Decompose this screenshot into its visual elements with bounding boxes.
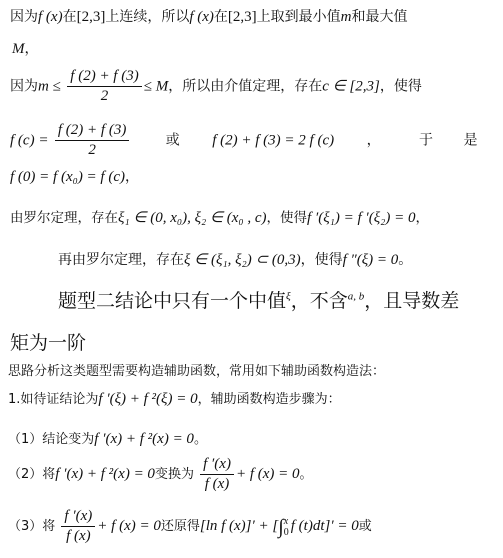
fraction-numerator: f ′(x) <box>61 508 95 527</box>
text: ， <box>415 210 429 226</box>
fraction <box>200 456 234 493</box>
text: 因为 <box>10 9 38 25</box>
math: f ′(ξ) + f ²(ξ) = 0 <box>98 391 198 407</box>
math: + f (x) = 0 <box>235 466 300 482</box>
text: 变换为 <box>154 467 194 482</box>
text: 和最大值 <box>351 9 408 25</box>
text: 还原得 <box>160 519 200 534</box>
text: 上连续，所以 <box>105 9 190 25</box>
math-xi: ξ <box>286 290 291 303</box>
fraction-numerator: f ′(x) <box>200 456 234 475</box>
fraction <box>61 508 95 545</box>
text: 。 <box>398 252 413 268</box>
math-M: M <box>12 41 25 57</box>
heading-text: 矩为一阶 <box>10 332 87 354</box>
math: f (2) + f (3) = 2 f (c) <box>212 132 335 149</box>
text: 由罗尔定理，存在 <box>10 210 118 226</box>
text: ，使得 <box>266 210 308 226</box>
math: c ∈ [2,3] <box>322 78 380 95</box>
math: ξ ∈ (ξ₁, ξ₂) ⊂ (0,3) <box>184 252 301 268</box>
math-ab: a, b <box>347 290 365 303</box>
heading-text: ，且导数差 <box>364 290 460 312</box>
math-interval: [2,3] <box>227 9 257 25</box>
integral-sign: ∫ <box>278 516 284 538</box>
text: （2）将 <box>8 467 56 482</box>
integral-upper: x <box>283 515 289 527</box>
text: 思路分析这类题型需要构造辅助函数，常用如下辅助函数构造法： <box>8 364 386 379</box>
fraction-denominator: 2 <box>88 142 96 158</box>
text: 在 <box>213 9 228 25</box>
text: ， <box>366 132 381 149</box>
math-m: m <box>340 9 352 25</box>
heading-text: ，不含 <box>290 290 348 312</box>
method-step1 <box>8 428 207 448</box>
text: 。 <box>193 432 207 447</box>
fraction <box>67 68 141 105</box>
text: ，使得 <box>379 78 422 95</box>
text: 于 <box>419 132 434 149</box>
math: f ′(ξ₁) = f ′(ξ₂) = 0 <box>307 210 416 226</box>
math: f ″(ξ) = 0 <box>342 252 399 268</box>
math: m ≤ <box>38 78 61 95</box>
math-fx: f (x) <box>38 9 63 25</box>
text: （3）将 <box>8 519 56 534</box>
integral-limits <box>284 516 289 538</box>
text: 是 <box>463 132 478 149</box>
math-interval: [2,3] <box>76 9 106 25</box>
text: （1）结论变为 <box>8 432 95 447</box>
text: ，使得 <box>300 252 343 268</box>
math: ≤ M <box>143 78 169 95</box>
math: ξ₁ ∈ (0, x₀), ξ₂ ∈ (x₀ , c) <box>118 210 267 226</box>
math: f (t)dt]′ = 0 <box>290 518 359 534</box>
method-step2 <box>8 456 313 493</box>
section-heading-line2 <box>10 328 86 355</box>
paragraph3-line1 <box>10 122 477 159</box>
paragraph2 <box>10 68 422 105</box>
fraction <box>55 122 129 159</box>
text: ， <box>125 169 139 185</box>
paragraph5 <box>58 249 412 269</box>
math: f ′(x) + f ²(x) = 0 <box>55 466 155 482</box>
method-step3 <box>8 508 372 545</box>
section-heading-line1 <box>58 286 459 313</box>
text: 上取到最小值 <box>256 9 341 25</box>
text: 或 <box>165 132 180 149</box>
math: f (0) = f (x₀) = f (c) <box>10 169 125 185</box>
text: 再由罗尔定理，存在 <box>58 252 184 268</box>
text: 因为 <box>10 78 38 95</box>
fraction-denominator: 2 <box>100 88 109 104</box>
method-item1 <box>8 388 341 408</box>
paragraph1-line2 <box>12 38 39 58</box>
paragraph1-line1 <box>10 6 408 26</box>
heading-text: 题型二结论中只有一个中值 <box>58 290 287 312</box>
integral-lower: 0 <box>283 526 289 538</box>
paragraph4 <box>10 206 429 227</box>
text: 在 <box>62 9 77 25</box>
text: ，辅助函数构造步骤为： <box>197 392 341 407</box>
math: + f (x) = 0 <box>97 518 161 534</box>
fraction-numerator: f (2) + f (3) <box>55 122 129 141</box>
text: 或 <box>358 519 372 534</box>
fraction-denominator: f (x) <box>204 476 230 492</box>
method-intro <box>8 360 385 379</box>
math: f ′(x) + f ²(x) = 0 <box>94 431 194 447</box>
paragraph3-line2 <box>10 166 139 186</box>
math-fx: f (x) <box>189 9 214 25</box>
fraction-numerator: f (2) + f (3) <box>67 68 141 87</box>
math: f (c) = <box>10 132 49 149</box>
text: 1.如待证结论为 <box>8 392 99 407</box>
text: 。 <box>299 467 313 482</box>
text: ， <box>24 41 39 57</box>
fraction-denominator: f (x) <box>66 528 91 544</box>
text: ，所以由介值定理，存在 <box>168 78 323 95</box>
math: [ln f (x)]′ + [ <box>199 518 279 534</box>
